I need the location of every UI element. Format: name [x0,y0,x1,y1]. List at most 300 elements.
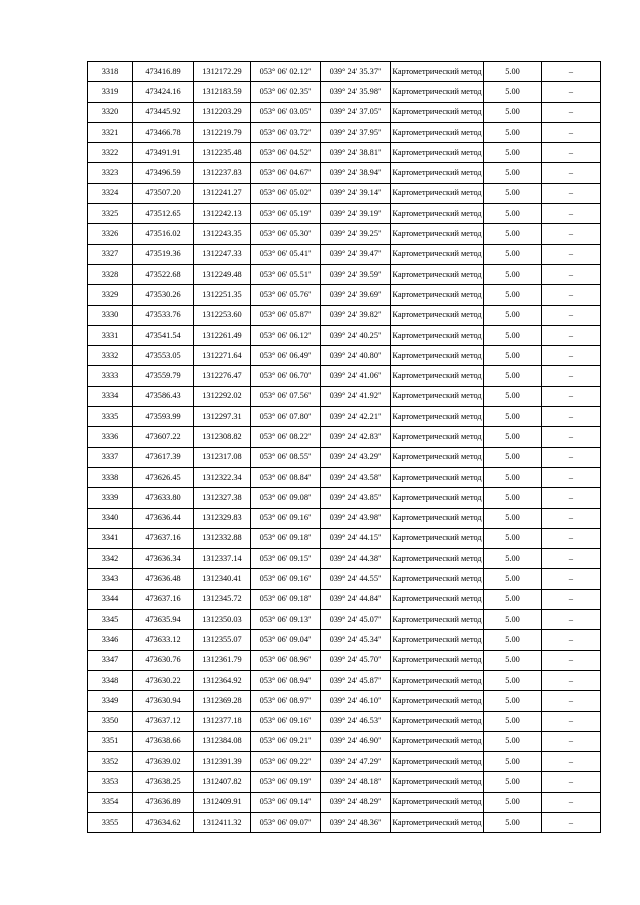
y-coordinate-cell: 1312377.18 [194,711,251,731]
latitude-cell: 053° 06' 09.13" [251,610,321,630]
method-cell: Картометрический метод [391,528,484,548]
longitude-cell: 039° 24' 41.92" [321,386,391,406]
y-coordinate-cell: 1312364.92 [194,670,251,690]
method-cell: Картометрический метод [391,122,484,142]
y-coordinate-cell: 1312219.79 [194,122,251,142]
method-cell: Картометрический метод [391,163,484,183]
y-coordinate-cell: 1312317.08 [194,447,251,467]
accuracy-cell: 5.00 [484,447,542,467]
x-coordinate-cell: 473635.94 [133,610,194,630]
latitude-cell: 053° 06' 09.16" [251,711,321,731]
table-row [88,386,601,406]
method-cell: Картометрический метод [391,731,484,751]
y-coordinate-cell: 1312243.35 [194,224,251,244]
x-coordinate-cell: 473630.94 [133,691,194,711]
x-coordinate-cell: 473637.16 [133,528,194,548]
latitude-cell: 053° 06' 09.08" [251,488,321,508]
longitude-cell: 039° 24' 43.85" [321,488,391,508]
description-cell: – [542,569,601,589]
description-cell: – [542,102,601,122]
table-row [88,204,601,224]
description-cell: – [542,244,601,264]
x-coordinate-cell: 473586.43 [133,386,194,406]
x-coordinate-cell: 473559.79 [133,366,194,386]
table-row [88,407,601,427]
latitude-cell: 053° 06' 06.70" [251,366,321,386]
accuracy-cell: 5.00 [484,650,542,670]
description-cell: – [542,467,601,487]
method-cell: Картометрический метод [391,102,484,122]
method-cell: Картометрический метод [391,488,484,508]
accuracy-cell: 5.00 [484,366,542,386]
x-coordinate-cell: 473617.39 [133,447,194,467]
latitude-cell: 053° 06' 05.76" [251,285,321,305]
description-cell: – [542,366,601,386]
accuracy-cell: 5.00 [484,305,542,325]
x-coordinate-cell: 473607.22 [133,427,194,447]
table-row [88,285,601,305]
method-cell: Картометрический метод [391,143,484,163]
accuracy-cell: 5.00 [484,792,542,812]
y-coordinate-cell: 1312355.07 [194,630,251,650]
accuracy-cell: 5.00 [484,163,542,183]
point-number-cell: 3347 [88,650,133,670]
point-number-cell: 3330 [88,305,133,325]
x-coordinate-cell: 473424.16 [133,82,194,102]
longitude-cell: 039° 24' 42.83" [321,427,391,447]
description-cell: – [542,650,601,670]
table-row [88,427,601,447]
method-cell: Картометрический метод [391,630,484,650]
accuracy-cell: 5.00 [484,143,542,163]
y-coordinate-cell: 1312297.31 [194,407,251,427]
x-coordinate-cell: 473491.91 [133,143,194,163]
y-coordinate-cell: 1312350.03 [194,610,251,630]
table-row [88,467,601,487]
y-coordinate-cell: 1312203.29 [194,102,251,122]
y-coordinate-cell: 1312247.33 [194,244,251,264]
table-body [88,62,601,833]
y-coordinate-cell: 1312241.27 [194,183,251,203]
table-row [88,488,601,508]
longitude-cell: 039° 24' 46.53" [321,711,391,731]
accuracy-cell: 5.00 [484,812,542,832]
accuracy-cell: 5.00 [484,427,542,447]
point-number-cell: 3338 [88,467,133,487]
method-cell: Картометрический метод [391,711,484,731]
point-number-cell: 3328 [88,264,133,284]
description-cell: – [542,610,601,630]
x-coordinate-cell: 473636.48 [133,569,194,589]
accuracy-cell: 5.00 [484,731,542,751]
table-row [88,630,601,650]
longitude-cell: 039° 24' 40.80" [321,346,391,366]
point-number-cell: 3322 [88,143,133,163]
x-coordinate-cell: 473637.16 [133,589,194,609]
method-cell: Картометрический метод [391,670,484,690]
latitude-cell: 053° 06' 03.72" [251,122,321,142]
method-cell: Картометрический метод [391,366,484,386]
description-cell: – [542,427,601,447]
y-coordinate-cell: 1312235.48 [194,143,251,163]
x-coordinate-cell: 473639.02 [133,752,194,772]
table-row [88,346,601,366]
table-row [88,610,601,630]
description-cell: – [542,772,601,792]
description-cell: – [542,670,601,690]
table-row [88,812,601,832]
longitude-cell: 039° 24' 48.29" [321,792,391,812]
point-number-cell: 3339 [88,488,133,508]
longitude-cell: 039° 24' 45.07" [321,610,391,630]
point-number-cell: 3334 [88,386,133,406]
longitude-cell: 039° 24' 48.36" [321,812,391,832]
accuracy-cell: 5.00 [484,264,542,284]
latitude-cell: 053° 06' 05.30" [251,224,321,244]
description-cell: – [542,528,601,548]
method-cell: Картометрический метод [391,467,484,487]
method-cell: Картометрический метод [391,427,484,447]
point-number-cell: 3332 [88,346,133,366]
longitude-cell: 039° 24' 39.59" [321,264,391,284]
point-number-cell: 3337 [88,447,133,467]
table-row [88,325,601,345]
description-cell: – [542,305,601,325]
point-number-cell: 3336 [88,427,133,447]
method-cell: Картометрический метод [391,447,484,467]
point-number-cell: 3353 [88,772,133,792]
method-cell: Картометрический метод [391,508,484,528]
method-cell: Картометрический метод [391,305,484,325]
x-coordinate-cell: 473636.44 [133,508,194,528]
description-cell: – [542,204,601,224]
point-number-cell: 3351 [88,731,133,751]
description-cell: – [542,183,601,203]
latitude-cell: 053° 06' 04.52" [251,143,321,163]
latitude-cell: 053° 06' 09.07" [251,812,321,832]
y-coordinate-cell: 1312409.91 [194,792,251,812]
longitude-cell: 039° 24' 45.70" [321,650,391,670]
table-row [88,224,601,244]
longitude-cell: 039° 24' 41.06" [321,366,391,386]
point-number-cell: 3323 [88,163,133,183]
x-coordinate-cell: 473636.34 [133,549,194,569]
point-number-cell: 3331 [88,325,133,345]
x-coordinate-cell: 473593.99 [133,407,194,427]
table-row [88,772,601,792]
accuracy-cell: 5.00 [484,508,542,528]
description-cell: – [542,62,601,82]
accuracy-cell: 5.00 [484,122,542,142]
longitude-cell: 039° 24' 45.87" [321,670,391,690]
x-coordinate-cell: 473638.25 [133,772,194,792]
longitude-cell: 039° 24' 43.58" [321,467,391,487]
method-cell: Картометрический метод [391,386,484,406]
latitude-cell: 053° 06' 02.35" [251,82,321,102]
x-coordinate-cell: 473416.89 [133,62,194,82]
y-coordinate-cell: 1312183.59 [194,82,251,102]
point-number-cell: 3349 [88,691,133,711]
description-cell: – [542,488,601,508]
x-coordinate-cell: 473638.66 [133,731,194,751]
table-row [88,102,601,122]
method-cell: Картометрический метод [391,204,484,224]
y-coordinate-cell: 1312261.49 [194,325,251,345]
table-row [88,731,601,751]
point-number-cell: 3321 [88,122,133,142]
point-number-cell: 3324 [88,183,133,203]
longitude-cell: 039° 24' 45.34" [321,630,391,650]
latitude-cell: 053° 06' 09.16" [251,569,321,589]
accuracy-cell: 5.00 [484,102,542,122]
method-cell: Картометрический метод [391,62,484,82]
y-coordinate-cell: 1312271.64 [194,346,251,366]
method-cell: Картометрический метод [391,691,484,711]
method-cell: Картометрический метод [391,752,484,772]
method-cell: Картометрический метод [391,264,484,284]
accuracy-cell: 5.00 [484,528,542,548]
y-coordinate-cell: 1312249.48 [194,264,251,284]
table-row [88,305,601,325]
table-row [88,264,601,284]
latitude-cell: 053° 06' 09.21" [251,731,321,751]
longitude-cell: 039° 24' 38.81" [321,143,391,163]
description-cell: – [542,691,601,711]
accuracy-cell: 5.00 [484,488,542,508]
method-cell: Картометрический метод [391,812,484,832]
point-number-cell: 3320 [88,102,133,122]
y-coordinate-cell: 1312391.39 [194,752,251,772]
x-coordinate-cell: 473553.05 [133,346,194,366]
longitude-cell: 039° 24' 44.55" [321,569,391,589]
x-coordinate-cell: 473630.22 [133,670,194,690]
latitude-cell: 053° 06' 09.15" [251,549,321,569]
x-coordinate-cell: 473634.62 [133,812,194,832]
description-cell: – [542,711,601,731]
table-row [88,508,601,528]
accuracy-cell: 5.00 [484,610,542,630]
x-coordinate-cell: 473496.59 [133,163,194,183]
table-row [88,143,601,163]
description-cell: – [542,325,601,345]
latitude-cell: 053° 06' 03.05" [251,102,321,122]
table-row [88,528,601,548]
latitude-cell: 053° 06' 06.12" [251,325,321,345]
point-number-cell: 3319 [88,82,133,102]
point-number-cell: 3344 [88,589,133,609]
longitude-cell: 039° 24' 37.05" [321,102,391,122]
latitude-cell: 053° 06' 08.84" [251,467,321,487]
longitude-cell: 039° 24' 35.37" [321,62,391,82]
method-cell: Картометрический метод [391,346,484,366]
accuracy-cell: 5.00 [484,204,542,224]
y-coordinate-cell: 1312332.88 [194,528,251,548]
latitude-cell: 053° 06' 05.41" [251,244,321,264]
description-cell: – [542,731,601,751]
method-cell: Картометрический метод [391,285,484,305]
latitude-cell: 053° 06' 05.87" [251,305,321,325]
latitude-cell: 053° 06' 09.22" [251,752,321,772]
point-number-cell: 3329 [88,285,133,305]
latitude-cell: 053° 06' 05.02" [251,183,321,203]
point-number-cell: 3340 [88,508,133,528]
accuracy-cell: 5.00 [484,752,542,772]
method-cell: Картометрический метод [391,610,484,630]
description-cell: – [542,82,601,102]
table-row [88,650,601,670]
y-coordinate-cell: 1312322.34 [194,467,251,487]
point-number-cell: 3343 [88,569,133,589]
table-row [88,163,601,183]
accuracy-cell: 5.00 [484,244,542,264]
method-cell: Картометрический метод [391,407,484,427]
point-number-cell: 3342 [88,549,133,569]
longitude-cell: 039° 24' 43.29" [321,447,391,467]
y-coordinate-cell: 1312172.29 [194,62,251,82]
point-number-cell: 3335 [88,407,133,427]
longitude-cell: 039° 24' 35.98" [321,82,391,102]
latitude-cell: 053° 06' 09.04" [251,630,321,650]
method-cell: Картометрический метод [391,792,484,812]
x-coordinate-cell: 473530.26 [133,285,194,305]
latitude-cell: 053° 06' 02.12" [251,62,321,82]
table-row [88,183,601,203]
latitude-cell: 053° 06' 09.18" [251,589,321,609]
x-coordinate-cell: 473512.65 [133,204,194,224]
longitude-cell: 039° 24' 47.29" [321,752,391,772]
method-cell: Картометрический метод [391,772,484,792]
x-coordinate-cell: 473519.36 [133,244,194,264]
latitude-cell: 053° 06' 08.55" [251,447,321,467]
table-row [88,244,601,264]
description-cell: – [542,163,601,183]
longitude-cell: 039° 24' 39.25" [321,224,391,244]
method-cell: Картометрический метод [391,569,484,589]
y-coordinate-cell: 1312340.41 [194,569,251,589]
accuracy-cell: 5.00 [484,569,542,589]
table-row [88,589,601,609]
description-cell: – [542,630,601,650]
y-coordinate-cell: 1312242.13 [194,204,251,224]
point-number-cell: 3318 [88,62,133,82]
accuracy-cell: 5.00 [484,183,542,203]
accuracy-cell: 5.00 [484,386,542,406]
x-coordinate-cell: 473507.20 [133,183,194,203]
table-row [88,122,601,142]
coordinates-table [87,61,601,833]
point-number-cell: 3326 [88,224,133,244]
table-row [88,670,601,690]
accuracy-cell: 5.00 [484,285,542,305]
accuracy-cell: 5.00 [484,325,542,345]
description-cell: – [542,812,601,832]
description-cell: – [542,589,601,609]
x-coordinate-cell: 473445.92 [133,102,194,122]
table-row [88,752,601,772]
latitude-cell: 053° 06' 09.19" [251,772,321,792]
description-cell: – [542,447,601,467]
y-coordinate-cell: 1312411.32 [194,812,251,832]
method-cell: Картометрический метод [391,549,484,569]
x-coordinate-cell: 473516.02 [133,224,194,244]
longitude-cell: 039° 24' 42.21" [321,407,391,427]
longitude-cell: 039° 24' 39.19" [321,204,391,224]
y-coordinate-cell: 1312237.83 [194,163,251,183]
latitude-cell: 053° 06' 04.67" [251,163,321,183]
y-coordinate-cell: 1312308.82 [194,427,251,447]
longitude-cell: 039° 24' 46.10" [321,691,391,711]
longitude-cell: 039° 24' 44.84" [321,589,391,609]
accuracy-cell: 5.00 [484,407,542,427]
x-coordinate-cell: 473626.45 [133,467,194,487]
y-coordinate-cell: 1312292.02 [194,386,251,406]
method-cell: Картометрический метод [391,82,484,102]
latitude-cell: 053° 06' 09.16" [251,508,321,528]
description-cell: – [542,386,601,406]
method-cell: Картометрический метод [391,325,484,345]
table-row [88,691,601,711]
longitude-cell: 039° 24' 39.69" [321,285,391,305]
description-cell: – [542,792,601,812]
point-number-cell: 3327 [88,244,133,264]
latitude-cell: 053° 06' 08.97" [251,691,321,711]
table-row [88,569,601,589]
description-cell: – [542,122,601,142]
longitude-cell: 039° 24' 46.90" [321,731,391,751]
longitude-cell: 039° 24' 44.38" [321,549,391,569]
longitude-cell: 039° 24' 39.14" [321,183,391,203]
table-row [88,792,601,812]
y-coordinate-cell: 1312407.82 [194,772,251,792]
longitude-cell: 039° 24' 39.47" [321,244,391,264]
method-cell: Картометрический метод [391,650,484,670]
latitude-cell: 053° 06' 07.56" [251,386,321,406]
description-cell: – [542,143,601,163]
y-coordinate-cell: 1312329.83 [194,508,251,528]
description-cell: – [542,549,601,569]
accuracy-cell: 5.00 [484,549,542,569]
longitude-cell: 039° 24' 40.25" [321,325,391,345]
accuracy-cell: 5.00 [484,224,542,244]
point-number-cell: 3333 [88,366,133,386]
table-row [88,549,601,569]
description-cell: – [542,508,601,528]
description-cell: – [542,407,601,427]
x-coordinate-cell: 473541.54 [133,325,194,345]
method-cell: Картометрический метод [391,183,484,203]
y-coordinate-cell: 1312327.38 [194,488,251,508]
latitude-cell: 053° 06' 08.96" [251,650,321,670]
x-coordinate-cell: 473533.76 [133,305,194,325]
accuracy-cell: 5.00 [484,670,542,690]
latitude-cell: 053° 06' 06.49" [251,346,321,366]
x-coordinate-cell: 473466.78 [133,122,194,142]
x-coordinate-cell: 473633.80 [133,488,194,508]
longitude-cell: 039° 24' 39.82" [321,305,391,325]
method-cell: Картометрический метод [391,589,484,609]
point-number-cell: 3348 [88,670,133,690]
point-number-cell: 3341 [88,528,133,548]
method-cell: Картометрический метод [391,224,484,244]
accuracy-cell: 5.00 [484,82,542,102]
x-coordinate-cell: 473633.12 [133,630,194,650]
y-coordinate-cell: 1312276.47 [194,366,251,386]
longitude-cell: 039° 24' 38.94" [321,163,391,183]
accuracy-cell: 5.00 [484,691,542,711]
y-coordinate-cell: 1312369.28 [194,691,251,711]
latitude-cell: 053° 06' 07.80" [251,407,321,427]
description-cell: – [542,346,601,366]
